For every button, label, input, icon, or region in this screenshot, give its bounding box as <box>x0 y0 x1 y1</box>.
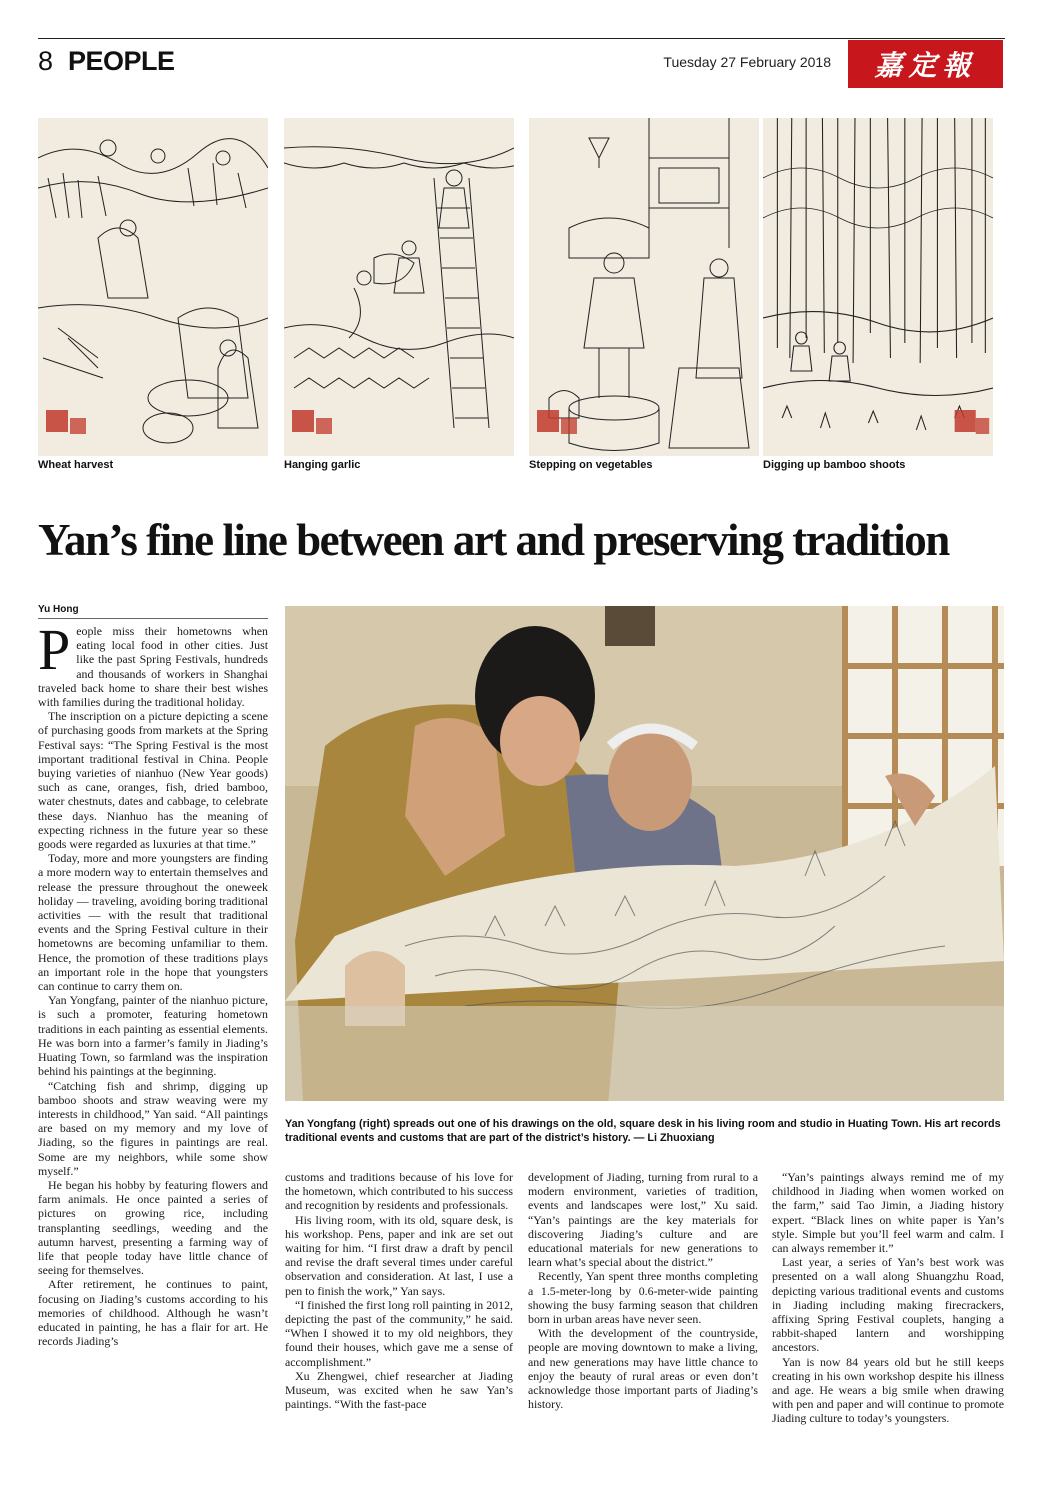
article-paragraph: Today, more and more youngsters are finding a more modern way to entertain themselves and release the pressure throughout the oneweek holiday — traveling, avoiding boring traditional activities — with the result that traditional events and the Spring Festival culture in their hometowns are becoming unfamiliar to them. Hence, the promotion of these traditions plays an important role in the hope that youngsters can continue to carry them on. <box>38 851 268 994</box>
paragraph-text: eople miss their hometowns when eating local food in other cities. Just like the past Spring Festivals, hundreds and thousands of workers in Shanghai traveled back home to share their best wishes with families during the traditional holiday. <box>38 624 268 710</box>
publication-date: Tuesday 27 February 2018 <box>663 54 831 70</box>
article-paragraph: After retirement, he continues to paint, focusing on Jiading’s customs according to his memories of childhood. Although he wasn’t educated in painting, he has a flair for art. He records Jiading’s <box>38 1277 268 1349</box>
article-paragraph: He began his hobby by featuring flowers and farm animals. He once painted a series of pictures on growing rice, including transplanting seedlings, weeding and the autumn harvest, presenting a farming way of life that people today have little chance of seeing for themselves. <box>38 1177 268 1278</box>
article-paragraph: customs and traditions because of his love for the hometown, which contributed to his success and recognition by residents and professionals. <box>285 1170 513 1213</box>
page-number: 8 <box>38 46 54 76</box>
masthead-text: 嘉定報 <box>874 49 977 82</box>
article-paragraph: Recently, Yan spent three months completing a 1.5-meter-long by 0.6-meter-wide painting showing the busy farming season that children born in urban areas have never seen. <box>528 1269 758 1327</box>
article-paragraph: His living room, with its old, square desk, is his workshop. Pens, paper and ink are set out waiting for him. “I first draw a draft by pencil and revise the draft several times under careful observation and consideration. At last, I use a pen to finish the work,” Yan says. <box>285 1212 513 1298</box>
article-column-4 <box>772 1170 1004 1426</box>
header-rule <box>38 38 1005 39</box>
article-column-3 <box>528 1170 758 1411</box>
artwork-caption: Stepping on vegetables <box>529 459 653 471</box>
artwork-wheat-harvest <box>38 118 268 456</box>
feature-photo <box>285 606 1004 1101</box>
artwork-caption: Hanging garlic <box>284 459 361 471</box>
article-column-1 <box>38 617 268 1349</box>
article-headline: Yan’s fine line between art and preserving tradition <box>38 515 949 565</box>
article-paragraph <box>38 617 268 710</box>
article-column-2 <box>285 1170 513 1411</box>
artwork-hanging-garlic <box>284 118 514 456</box>
artwork-stepping-on-vegetables <box>529 118 759 456</box>
article-paragraph: The inscription on a picture depicting a scene of purchasing goods from markets at the Spring Festival says: “The Spring Festival is the most important traditional festival in China. People buying varieties of nianhuo (New Year goods) such as cane, oranges, fish, dried bamboo, water chestnuts, dates and cabbage, to celebrate these days. Nianhuo has the meaning of expecting richness in the future year so these goods were regarded as luxuries at that time.” <box>38 709 268 852</box>
artwork-caption: Wheat harvest <box>38 459 114 471</box>
artwork-digging-bamboo-shoots <box>763 118 993 456</box>
byline-rule <box>38 618 268 619</box>
article-paragraph: Xu Zhengwei, chief researcher at Jiading Museum, was excited when he saw Yan’s paintings. “With the fast-pace <box>285 1368 513 1412</box>
article-paragraph: “Yan’s paintings always remind me of my childhood in Jiading when women worked on the farm,” said Tao Jimin, a Jiading history expert. “Black lines on white paper is Yan’s style. Simple but you’ll feel warm and calm. I can always remember it.” <box>772 1170 1004 1256</box>
artwork-caption: Digging up bamboo shoots <box>763 459 906 471</box>
article-paragraph: Yan is now 84 years old but he still keeps creating in his own workshop despite his illness and age. He wears a big smile when drawing with pen and paper and will continue to promote Jiading culture to today’s youngsters. <box>772 1354 1004 1426</box>
article-paragraph: “Catching fish and shrimp, digging up bamboo shoots and straw weaving were my interests in childhood,” Yan said. “All paintings are based on my memory and my love of Jiading, so the figures in paintings are real. Some are my neighbors, while some show myself.” <box>38 1078 268 1178</box>
masthead-logo <box>848 40 1003 88</box>
article-paragraph: “I finished the first long roll painting in 2012, depicting the past of the community,” he said. “When I showed it to my old neighbors, they found their houses, which gave me a sense of accomplishment.” <box>285 1297 513 1369</box>
article-paragraph: With the development of the countryside, people are moving downtown to make a living, and new generations may have little chance to enjoy the beauty of rural areas or even don’t acknowledge those important parts of Jiading’s history. <box>528 1326 758 1412</box>
byline: Yu Hong <box>38 604 79 615</box>
article-paragraph: Yan Yongfang, painter of the nianhuo picture, is such a promoter, featuring hometown traditions in each painting as essential elements. He was born into a farmer’s family in Jiading’s Huating Town, so farmland was the inspiration behind his paintings at the beginning. <box>38 993 268 1079</box>
drop-cap: P <box>38 617 71 682</box>
section-title: PEOPLE <box>68 46 175 76</box>
article-paragraph: Last year, a series of Yan’s best work was presented on a wall along Shuangzhu Road, depicting various traditional events and customs in Jiading including making firecrackers, affixing Spring Festival couplets, hanging a rabbit-shaped lantern and worshipping ancestors. <box>772 1255 1004 1355</box>
article-paragraph: development of Jiading, turning from rural to a modern environment, varieties of tradition, events and landscapes were lost,” Xu said. “Yan’s paintings are the key materials for discovering Jiading’s culture and are educational materials for new generations to learn what’s special about the district.” <box>528 1170 758 1270</box>
photo-caption: Yan Yongfang (right) spreads out one of his drawings on the old, square desk in his living room and studio in Huating Town. His art records traditional events and customs that are part of the district’s history. — Li Zhuoxiang <box>285 1118 1001 1144</box>
